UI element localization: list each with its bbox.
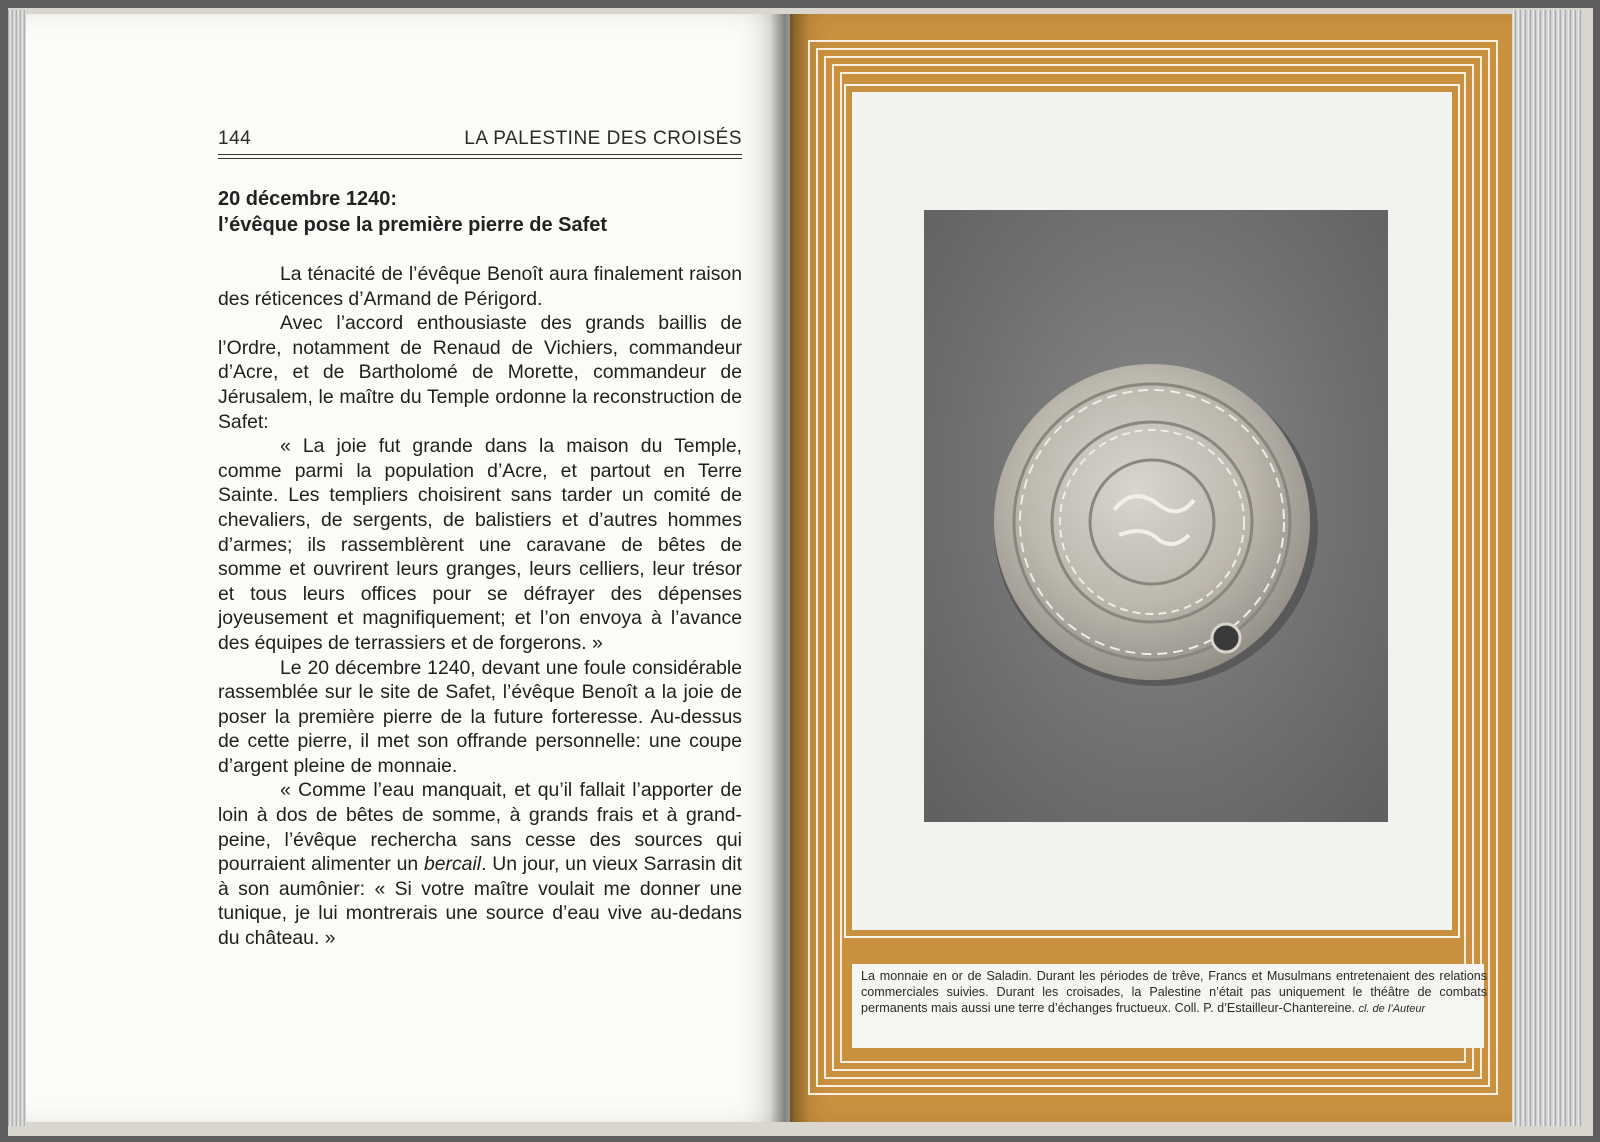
running-head <box>218 128 742 150</box>
header-rule-second <box>218 158 742 159</box>
paragraph: « La joie fut grande dans la maison du Temple, comme parmi la population d’Acre, et partout en Terre Sainte. Les templiers choisirent sans tarder un comité de chevaliers, de sergents, de balistiers et d’autres hommes d’armes; ils rassemblèrent une caravane de bêtes de somme et ouvrirent leurs granges, leurs celliers, leur trésor et tous leurs offices pour se défrayer des dépenses joyeusement et magnifiquement; et l’on envoya à l’avance des équipes de terrassiers et de forgerons. » <box>218 435 742 654</box>
photo-caption <box>861 968 1487 1017</box>
spine-gutter <box>770 14 810 1122</box>
paragraph: Le 20 décembre 1240, devant une foule considérable rassemblée sur le site de Safet, l’évêque Benoît a la joie de poser la première pierre de la future forteresse. Au-dessus de cette pierre, il met son offrande personnelle: une coupe d’argent pleine de monnaie. <box>218 656 742 777</box>
paragraph-last <box>218 778 742 950</box>
header-rule <box>218 154 742 155</box>
running-title: LA PALESTINE DES CROISÉS <box>464 128 742 149</box>
italic-word: bercail <box>423 853 482 876</box>
photo-credit: cl. de l’Auteur <box>1358 1003 1426 1015</box>
right-page-edges <box>1512 10 1582 1126</box>
coin-image <box>924 210 1388 822</box>
paragraph-last-start: « Comme l’eau manquait, et qu’il fallait l’apporter de loin à dos de bêtes de somme, à grands frais et à grand-peine, l’évêque rechercha sans cesse des sources qui pourraient alimenter un <box>218 779 742 876</box>
caption-text: La monnaie en or de Saladin. Durant les périodes de trêve, Francs et Musulmans entretenaient des relations commerciales suivies. Durant les croisades, la Palestine n’était pas uniquement le théâtre de combats permanents mais aussi une terre d’échanges fructueux. Coll. P. d’Estailleur-Chantereine. <box>861 969 1487 1015</box>
heading-title: l’évêque pose la première pierre de Safet <box>218 214 608 236</box>
left-page-edges <box>8 10 28 1126</box>
paragraph-last-end: . Un jour, un vieux Sarrasin dit à son aumônier: « Si votre maître voulait me donner une tunique, je lui montrerais une source d’eau vive au-dedans du château. » <box>218 853 743 950</box>
paragraph: Avec l’accord enthousiaste des grands baillis de l’Ordre, notamment de Renaud de Vichiers, commandeur d’Acre, et de Bartholomé de Morette, commandeur de Jérusalem, le maître du Temple ordonne la reconstruction de Safet: <box>218 312 742 433</box>
coin-disc <box>994 364 1310 680</box>
coin-photo <box>924 210 1388 822</box>
paragraph: La ténacité de l’évêque Benoît aura finalement raison des réticences d’Armand de Périgord. <box>218 263 742 310</box>
body-text <box>218 262 742 951</box>
heading-date: 20 décembre 1240: <box>218 188 398 210</box>
page-number: 144 <box>218 128 252 149</box>
section-heading <box>218 186 748 238</box>
